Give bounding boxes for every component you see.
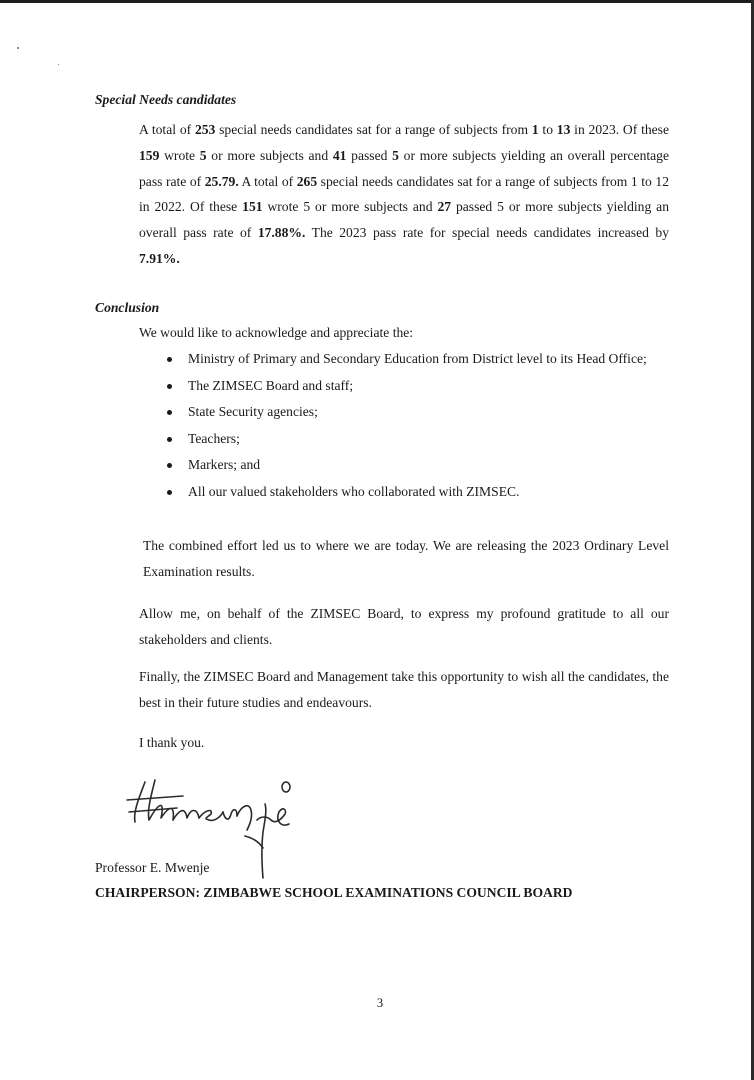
special-needs-paragraph: A total of 253 special needs candidates sat for a range of subjects from 1 to 13 in 2023. Of these 159 wrote 5 or more subjects and 41 passed 5 or more subjects yielding an overall percentage pass rate of 25.79. A total of 265 special needs candidates sat for a range of subjects from 1 to 12 in 2022. Of these 151 wrote 5 or more subjects and 27 passed 5 or more subjects yielding an overall pass rate of 17.88%. The 2023 pass rate for special needs candidates increased by 7.91%. [139, 122, 670, 266]
bullet-icon [167, 463, 172, 468]
bullet-icon [167, 384, 172, 389]
page-number: 3 [376, 996, 384, 1010]
bullet-icon [167, 437, 172, 442]
list-item: State Security agencies; [139, 399, 669, 426]
conclusion-heading: Conclusion [95, 300, 160, 315]
bullet-icon [167, 490, 172, 495]
scan-speck [58, 64, 59, 65]
scan-speck [17, 47, 19, 49]
bullet-icon [167, 410, 172, 415]
list-item: Markers; and [139, 452, 669, 479]
gratitude-paragraph: Allow me, on behalf of the ZIMSEC Board, to express my profound gratitude to all our stakeholders and clients. [139, 606, 669, 647]
page-top-border [0, 0, 754, 3]
acknowledge-intro: We would like to acknowledge and appreciate the: [139, 325, 414, 340]
list-item: Ministry of Primary and Secondary Education from District level to its Head Office; [139, 346, 669, 373]
signer-title: CHAIRPERSON: ZIMBABWE SCHOOL EXAMINATIONS COUNCIL BOARD [95, 885, 573, 900]
signer-name: Professor E. Mwenje [95, 860, 210, 875]
bullet-icon [167, 357, 172, 362]
acknowledgement-list [139, 346, 669, 505]
list-item: All our valued stakeholders who collaborated with ZIMSEC. [139, 479, 669, 506]
best-wishes-paragraph: Finally, the ZIMSEC Board and Management take this opportunity to wish all the candidates, the best in their future studies and endeavours. [139, 669, 669, 710]
thank-you-line: I thank you. [139, 735, 205, 750]
list-item: Teachers; [139, 426, 669, 453]
list-item: The ZIMSEC Board and staff; [139, 373, 669, 400]
combined-effort-paragraph: The combined effort led us to where we are today. We are releasing the 2023 Ordinary Level Examination results. [143, 538, 669, 579]
special-needs-heading: Special Needs candidates [95, 92, 237, 107]
